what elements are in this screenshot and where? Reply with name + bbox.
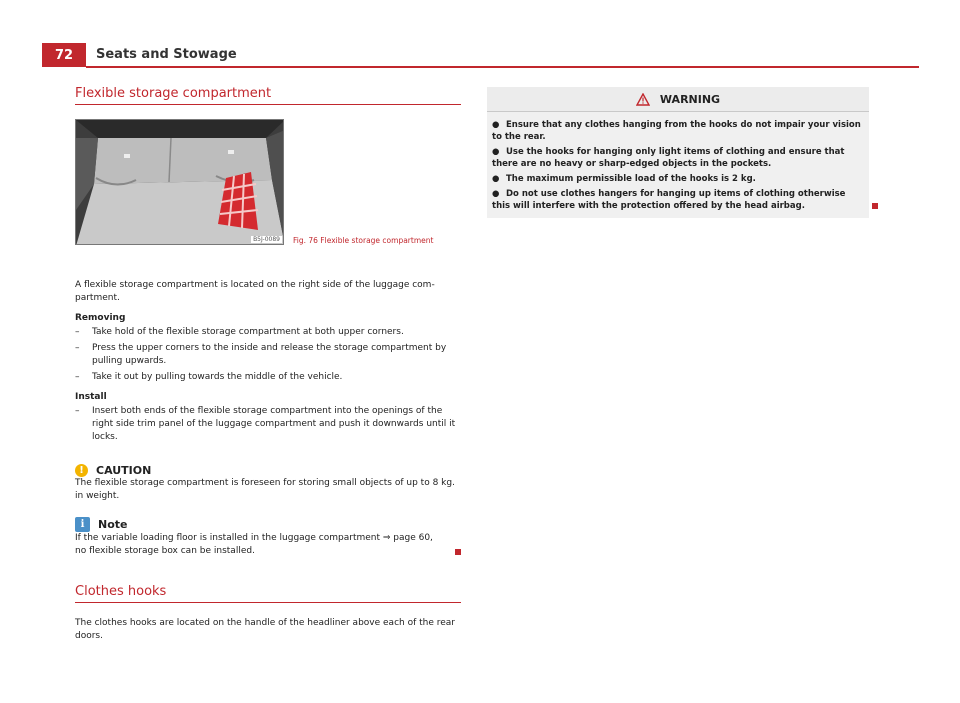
install-heading: Install [75, 392, 107, 402]
intro-paragraph: A flexible storage compartment is located on the right side of the luggage com-partment. [75, 280, 435, 303]
warning-body [487, 112, 869, 218]
caution-header [75, 464, 461, 477]
warning-item: ● Use the hooks for hanging only light items of clothing and ensure that there are no heavy or sharp-edged objects in the pockets. [492, 147, 845, 169]
left-column [75, 86, 461, 643]
note-title: Note [98, 518, 128, 531]
removing-step: – Press the upper corners to the inside and release the storage compartment by pulling upwards. [75, 343, 447, 366]
section-title-storage: Flexible storage compartment [75, 86, 461, 105]
removing-heading: Removing [75, 313, 126, 323]
removing-step: – Take it out by pulling towards the middle of the vehicle. [75, 372, 343, 382]
clothes-hooks-text: The clothes hooks are located on the handle of the headliner above each of the rear doors. [75, 618, 455, 641]
warning-item: ● Do not use clothes hangers for hanging up items of clothing otherwise this will interfere with the protection offered by the head airbag. [492, 189, 846, 211]
warning-end-mark [872, 203, 878, 209]
warning-title: WARNING [659, 92, 721, 106]
note-header [75, 517, 461, 532]
info-icon: i [75, 517, 90, 532]
caution-text: The flexible storage compartment is foreseen for storing small objects of up to 8 kg. in weight. [75, 478, 455, 501]
warning-triangle-icon [636, 93, 650, 106]
section-title-clothes-hooks: Clothes hooks [75, 584, 461, 603]
figure-code: B5J-0089 [253, 236, 280, 243]
section-end-mark [455, 549, 461, 555]
install-step: – Insert both ends of the flexible storage compartment into the openings of the right side trim panel of the luggage compartment and push it downwards until it locks. [75, 406, 456, 442]
luggage-compartment-figure [75, 119, 284, 245]
luggage-compartment-illustration [76, 120, 284, 245]
caution-icon: ! [75, 464, 88, 477]
note-body [75, 532, 461, 558]
warning-item: ● Ensure that any clothes hanging from the hooks do not impair your vision to the rear. [492, 120, 861, 142]
warning-item: ● The maximum permissible load of the hooks is 2 kg. [492, 174, 756, 184]
warning-header [487, 87, 869, 112]
figure-caption: Fig. 76 Flexible storage compartment [293, 236, 434, 245]
removing-step: – Take hold of the flexible storage compartment at both upper corners. [75, 327, 404, 337]
page-number: 72 [42, 43, 86, 67]
caution-title: CAUTION [96, 464, 152, 477]
note-text: If the variable loading floor is installed in the luggage compartment ⇒ page 60, no flexible storage box can be installed. [75, 533, 433, 556]
header-rule [86, 66, 919, 68]
warning-box [487, 87, 869, 218]
page-header-title: Seats and Stowage [96, 47, 237, 62]
figure-row [75, 119, 461, 279]
